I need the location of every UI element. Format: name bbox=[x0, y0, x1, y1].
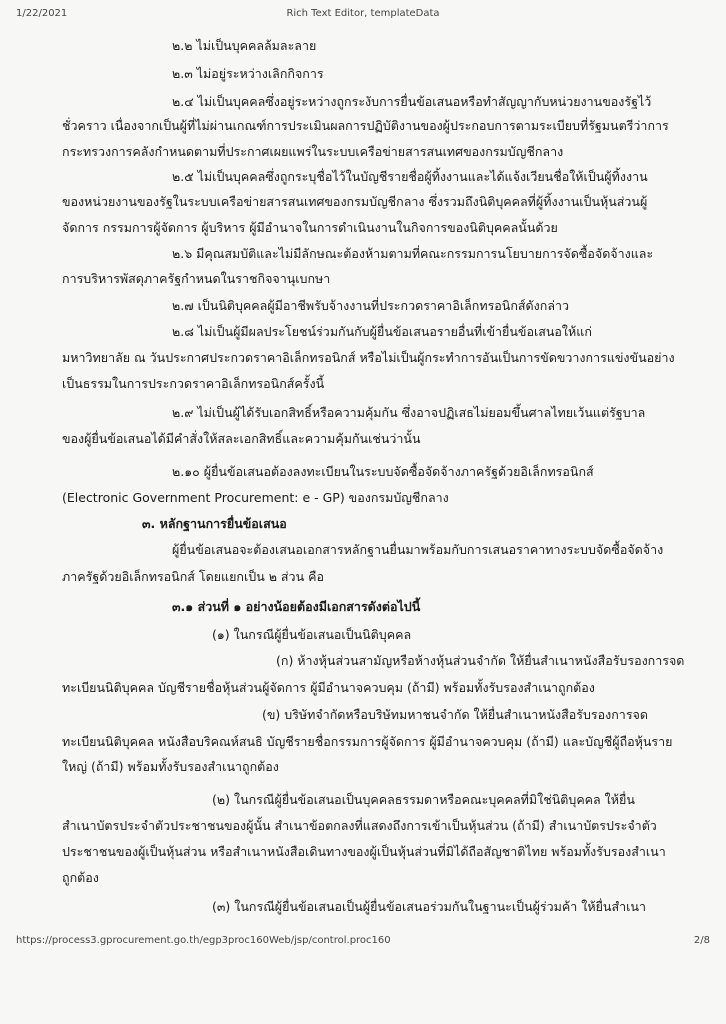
item-2-cont: ประชาชนของผู้เป็นหุ้นส่วน หรือสำเนาหนังสือเดินทางของผู้เป็นหุ้นส่วนที่มิได้ถือสัญชาติไทย พร้อมทั้งรับรองสำเนา bbox=[62, 844, 666, 859]
section-3-intro-cont: ภาครัฐด้วยอิเล็กทรอนิกส์ โดยแยกเป็น ๒ ส่วน คือ bbox=[62, 569, 324, 584]
item-2-cont: สำเนาบัตรประจำตัวประชาชนของผู้นั้น สำเนาข้อตกลงที่แสดงถึงการเข้าเป็นหุ้นส่วน (ถ้ามี) สำเนาบัตรประจำตัว bbox=[62, 818, 657, 833]
clause-2-6: ๒.๖ มีคุณสมบัติและไม่มีลักษณะต้องห้ามตามที่คณะกรรมการนโยบายการจัดซื้อจัดจ้างและ bbox=[172, 246, 654, 261]
item-1-b-cont: ใหญ่ (ถ้ามี) พร้อมทั้งรับรองสำเนาถูกต้อง bbox=[62, 759, 279, 774]
part-1-heading: ๓.๑ ส่วนที่ ๑ อย่างน้อยต้องมีเอกสารดังต่อไปนี้ bbox=[172, 599, 421, 614]
clause-2-9: ๒.๙ ไม่เป็นผู้ได้รับเอกสิทธิ์หรือความคุ้มกัน ซึ่งอาจปฏิเสธไม่ยอมขึ้นศาลไทยเว้นแต่รัฐบาล bbox=[172, 405, 646, 420]
item-2-cont: ถูกต้อง bbox=[62, 870, 99, 885]
item-1-b: (ข) บริษัทจำกัดหรือบริษัทมหาชนจำกัด ให้ยื่นสำเนาหนังสือรับรองการจด bbox=[262, 707, 648, 722]
clause-2-8-cont: เป็นธรรมในการประกวดราคาอิเล็กทรอนิกส์ครั้งนี้ bbox=[62, 376, 325, 391]
item-1-a: (ก) ห้างหุ้นส่วนสามัญหรือห้างหุ้นส่วนจำกัด ให้ยื่นสำเนาหนังสือรับรองการจด bbox=[276, 653, 685, 668]
clause-2-7: ๒.๗ เป็นนิติบุคคลผู้มีอาชีพรับจ้างงานที่ประกวดราคาอิเล็กทรอนิกส์ดังกล่าว bbox=[172, 298, 570, 313]
page-number: 2/8 bbox=[693, 935, 710, 946]
clause-2-5: ๒.๕ ไม่เป็นบุคคลซึ่งถูกระบุชื่อไว้ในบัญชีรายชื่อผู้ทิ้งงานและได้แจ้งเวียนชื่อให้เป็นผู้ทิ้งงาน bbox=[172, 169, 648, 184]
clause-2-6-cont: การบริหารพัสดุภาครัฐกำหนดในราชกิจจานุเบกษา bbox=[62, 271, 331, 286]
clause-2-2: ๒.๒ ไม่เป็นบุคคลล้มละลาย bbox=[172, 38, 317, 53]
clause-2-4-cont: ชั่วคราว เนื่องจากเป็นผู้ที่ไม่ผ่านเกณฑ์การประเมินผลการปฏิบัติงานของผู้ประกอบการตามระเบียบที่รัฐมนตรีว่าการ bbox=[62, 118, 669, 133]
section-3-intro: ผู้ยื่นข้อเสนอจะต้องเสนอเอกสารหลักฐานยื่นมาพร้อมกับการเสนอราคาทางระบบจัดซื้อจัดจ้าง bbox=[172, 542, 664, 557]
clause-2-10: ๒.๑๐ ผู้ยื่นข้อเสนอต้องลงทะเบียนในระบบจัดซื้อจัดจ้างภาครัฐด้วยอิเล็กทรอนิกส์ bbox=[172, 464, 594, 479]
clause-2-4-cont: กระทรวงการคลังกำหนดตามที่ประกาศเผยแพร่ในระบบเครือข่ายสารสนเทศของกรมบัญชีกลาง bbox=[62, 144, 564, 159]
item-1-b-cont: ทะเบียนนิติบุคคล หนังสือบริคณห์สนธิ บัญชีรายชื่อกรรมการผู้จัดการ ผู้มีอำนาจควบคุม (ถ้ามี) และบัญชีผู้ถือหุ้นราย bbox=[62, 734, 673, 749]
item-3: (๓) ในกรณีผู้ยื่นข้อเสนอเป็นผู้ยื่นข้อเสนอร่วมกันในฐานะเป็นผู้ร่วมค้า ให้ยื่นสำเนา bbox=[212, 899, 646, 914]
clause-2-3: ๒.๓ ไม่อยู่ระหว่างเลิกกิจการ bbox=[172, 66, 324, 81]
clause-2-8-cont: มหาวิทยาลัย ณ วันประกาศประกวดราคาอิเล็กทรอนิกส์ หรือไม่เป็นผู้กระทำการอันเป็นการขัดขวางการแข่งขันอย่าง bbox=[62, 350, 675, 365]
item-1: (๑) ในกรณีผู้ยื่นข้อเสนอเป็นนิติบุคคล bbox=[212, 627, 412, 642]
section-3-heading: ๓. หลักฐานการยื่นข้อเสนอ bbox=[142, 516, 287, 531]
clause-2-4: ๒.๔ ไม่เป็นบุคคลซึ่งอยู่ระหว่างถูกระงับการยื่นข้อเสนอหรือทำสัญญากับหน่วยงานของรัฐไว้ bbox=[172, 94, 652, 109]
page-url: https://process3.gprocurement.go.th/egp3proc160Web/jsp/control.proc160 bbox=[16, 935, 391, 946]
clause-2-5-cont: จัดการ กรรมการผู้จัดการ ผู้บริหาร ผู้มีอำนาจในการดำเนินงานในกิจการของนิติบุคคลนั้นด้วย bbox=[62, 220, 558, 235]
item-2: (๒) ในกรณีผู้ยื่นข้อเสนอเป็นบุคคลธรรมดาหรือคณะบุคคลที่มิใช่นิติบุคคล ให้ยื่น bbox=[212, 792, 635, 807]
print-title: Rich Text Editor, templateData bbox=[286, 8, 440, 19]
clause-2-5-cont: ของหน่วยงานของรัฐในระบบเครือข่ายสารสนเทศของกรมบัญชีกลาง ซึ่งรวมถึงนิติบุคคลที่ผู้ทิ้งงานเป็นหุ้นส่วนผู้ bbox=[62, 194, 648, 209]
print-date: 1/22/2021 bbox=[16, 8, 68, 19]
item-1-a-cont: ทะเบียนนิติบุคคล บัญชีรายชื่อหุ้นส่วนผู้จัดการ ผู้มีอำนาจควบคุม (ถ้ามี) พร้อมทั้งรับรองสำเนาถูกต้อง bbox=[62, 680, 595, 695]
clause-2-10-cont: (Electronic Government Procurement: e - GP) ของกรมบัญชีกลาง bbox=[62, 490, 449, 505]
clause-2-9-cont: ของผู้ยื่นข้อเสนอได้มีคำสั่งให้สละเอกสิทธิ์และความคุ้มกันเช่นว่านั้น bbox=[62, 431, 421, 446]
clause-2-8: ๒.๘ ไม่เป็นผู้มีผลประโยชน์ร่วมกันกับผู้ยื่นข้อเสนอรายอื่นที่เข้ายื่นข้อเสนอให้แก่ bbox=[172, 324, 592, 339]
